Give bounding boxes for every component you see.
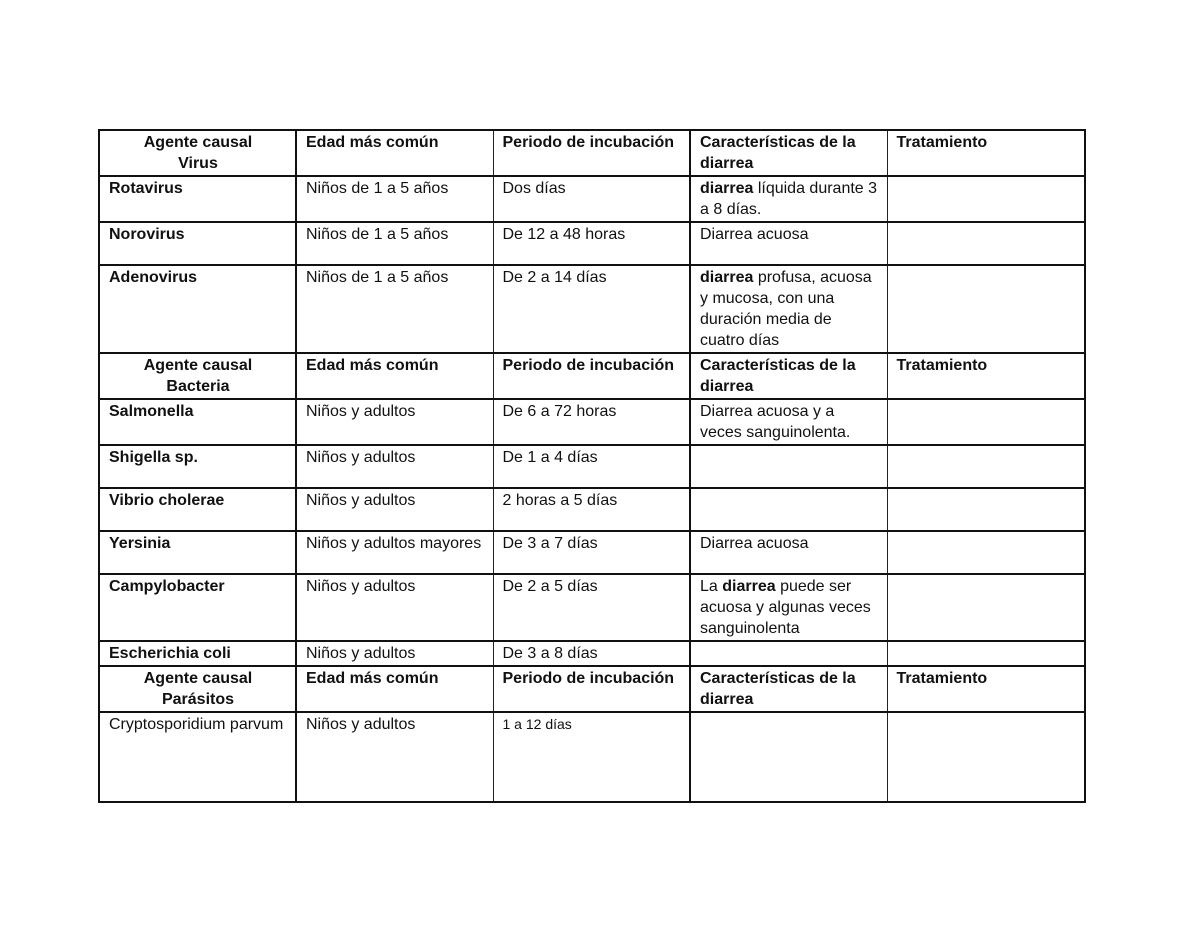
table-row <box>99 399 1085 445</box>
header-age: Edad más común <box>296 130 493 176</box>
characteristics-cell <box>690 399 887 445</box>
header-treatment: Tratamiento <box>887 666 1085 712</box>
incubation-cell: De 3 a 7 días <box>493 531 690 574</box>
characteristics-cell <box>690 488 887 531</box>
table-row <box>99 265 1085 353</box>
header-characteristics: Características de la diarrea <box>690 666 887 712</box>
incubation-cell: 1 a 12 días <box>493 712 690 802</box>
age-cell: Niños de 1 a 5 años <box>296 176 493 222</box>
characteristics-text: Diarrea acuosa y a veces sanguinolenta. <box>700 403 851 441</box>
treatment-cell <box>887 488 1085 531</box>
agent-cell: Campylobacter <box>99 574 296 641</box>
age-cell: Niños de 1 a 5 años <box>296 265 493 353</box>
header-agent-bacteria <box>99 353 296 399</box>
treatment-cell <box>887 222 1085 265</box>
age-cell: Niños y adultos <box>296 641 493 666</box>
characteristics-cell <box>690 445 887 488</box>
header-row-parasites <box>99 666 1085 712</box>
characteristics-bold: diarrea <box>700 180 754 197</box>
header-treatment: Tratamiento <box>887 353 1085 399</box>
incubation-cell: De 3 a 8 días <box>493 641 690 666</box>
characteristics-bold: diarrea <box>700 269 754 286</box>
treatment-cell <box>887 399 1085 445</box>
header-agent-category: Virus <box>178 155 218 172</box>
characteristics-text: líquida durante 3 a 8 días. <box>700 180 878 218</box>
header-row-virus <box>99 130 1085 176</box>
table-row <box>99 176 1085 222</box>
agent-cell: Escherichia coli <box>99 641 296 666</box>
table-row <box>99 222 1085 265</box>
agent-cell: Norovirus <box>99 222 296 265</box>
age-cell: Niños de 1 a 5 años <box>296 222 493 265</box>
agent-cell: Cryptosporidium parvum <box>99 712 296 802</box>
treatment-cell <box>887 712 1085 802</box>
agent-cell: Salmonella <box>99 399 296 445</box>
age-cell: Niños y adultos mayores <box>296 531 493 574</box>
treatment-cell <box>887 445 1085 488</box>
characteristics-cell <box>690 712 887 802</box>
age-cell: Niños y adultos <box>296 574 493 641</box>
treatment-cell <box>887 574 1085 641</box>
agent-cell: Adenovirus <box>99 265 296 353</box>
characteristics-cell <box>690 222 887 265</box>
header-agent-label: Agente causal <box>143 134 253 151</box>
header-characteristics: Características de la diarrea <box>690 130 887 176</box>
treatment-cell <box>887 641 1085 666</box>
characteristics-cell <box>690 641 887 666</box>
incubation-cell: De 6 a 72 horas <box>493 399 690 445</box>
header-age: Edad más común <box>296 666 493 712</box>
characteristics-cell <box>690 176 887 222</box>
characteristics-prefix: La <box>700 578 723 595</box>
table-row <box>99 488 1085 531</box>
incubation-cell: 2 horas a 5 días <box>493 488 690 531</box>
table-row <box>99 445 1085 488</box>
incubation-cell: Dos días <box>493 176 690 222</box>
treatment-cell <box>887 531 1085 574</box>
agent-cell: Shigella sp. <box>99 445 296 488</box>
table-row <box>99 574 1085 641</box>
header-row-bacteria <box>99 353 1085 399</box>
characteristics-text: Diarrea acuosa <box>700 226 809 243</box>
header-age: Edad más común <box>296 353 493 399</box>
characteristics-text: puede ser acuosa y algunas veces sanguinolenta <box>700 578 871 637</box>
agent-cell: Yersinia <box>99 531 296 574</box>
treatment-cell <box>887 265 1085 353</box>
characteristics-cell <box>690 574 887 641</box>
header-agent-virus <box>99 130 296 176</box>
header-characteristics: Características de la diarrea <box>690 353 887 399</box>
incubation-cell: De 12 a 48 horas <box>493 222 690 265</box>
characteristics-cell <box>690 265 887 353</box>
header-treatment: Tratamiento <box>887 130 1085 176</box>
header-incubation: Periodo de incubación <box>493 130 690 176</box>
diarrhea-agents-table <box>98 129 1086 803</box>
age-cell: Niños y adultos <box>296 399 493 445</box>
incubation-cell: De 1 a 4 días <box>493 445 690 488</box>
header-incubation: Periodo de incubación <box>493 353 690 399</box>
characteristics-cell <box>690 531 887 574</box>
table-row <box>99 641 1085 666</box>
incubation-cell: De 2 a 5 días <box>493 574 690 641</box>
age-cell: Niños y adultos <box>296 488 493 531</box>
header-agent-parasites <box>99 666 296 712</box>
table-row <box>99 712 1085 802</box>
age-cell: Niños y adultos <box>296 445 493 488</box>
agent-cell: Vibrio cholerae <box>99 488 296 531</box>
incubation-cell: De 2 a 14 días <box>493 265 690 353</box>
header-agent-label: Agente causal <box>143 357 253 374</box>
characteristics-text: profusa, acuosa y mucosa, con una duración media de cuatro días <box>700 269 872 349</box>
header-agent-category: Bacteria <box>166 378 230 395</box>
age-cell: Niños y adultos <box>296 712 493 802</box>
agent-cell: Rotavirus <box>99 176 296 222</box>
characteristics-text: Diarrea acuosa <box>700 535 809 552</box>
header-agent-category: Parásitos <box>161 691 235 708</box>
treatment-cell <box>887 176 1085 222</box>
header-incubation: Periodo de incubación <box>493 666 690 712</box>
table-row <box>99 531 1085 574</box>
characteristics-bold: diarrea <box>722 578 776 595</box>
header-agent-label: Agente causal <box>143 670 253 687</box>
